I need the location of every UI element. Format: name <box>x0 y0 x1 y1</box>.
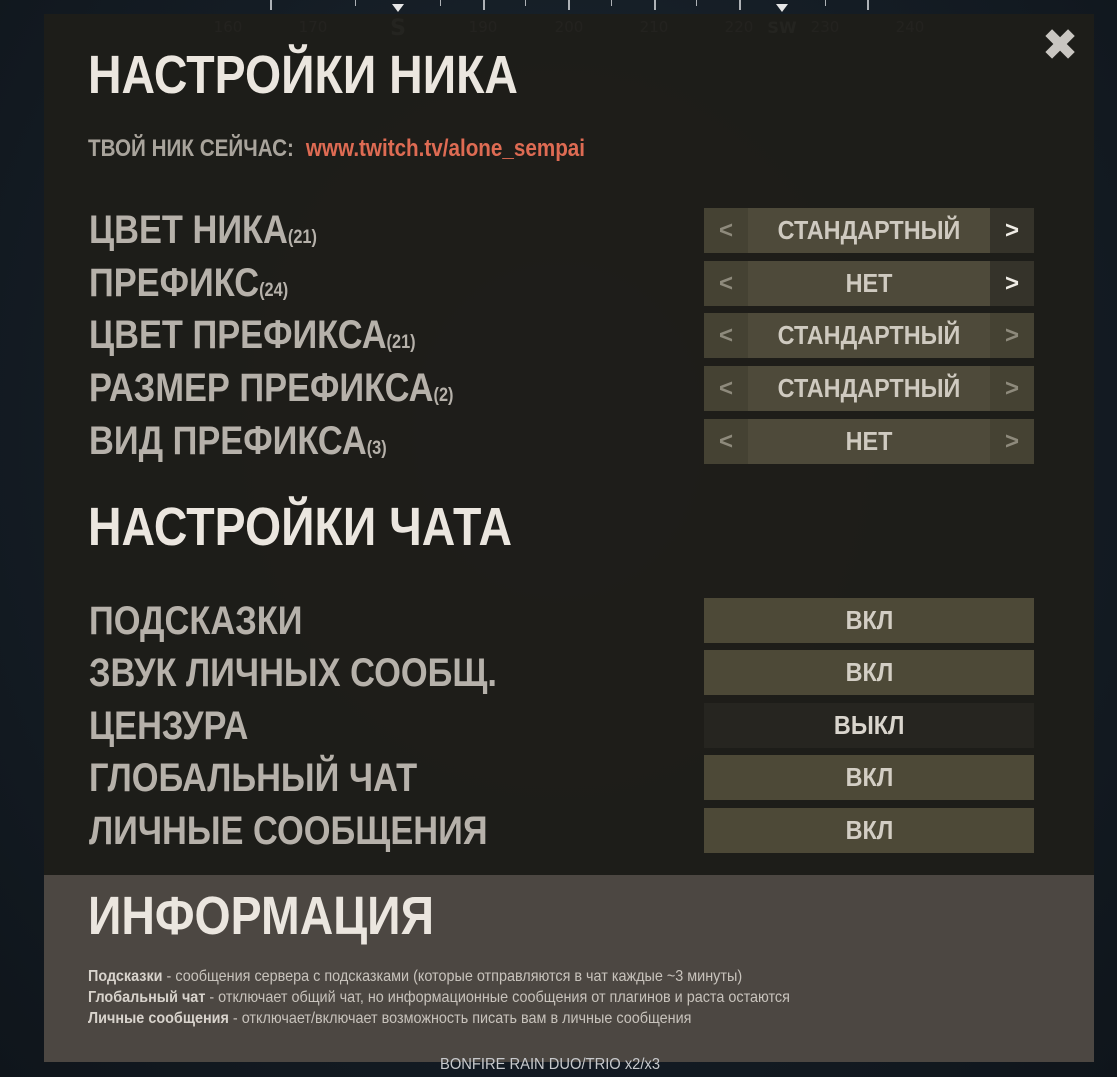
censorship-toggle[interactable]: ВЫКЛ <box>704 703 1034 748</box>
next-arrow-button[interactable]: > <box>990 261 1034 306</box>
current-nick <box>88 136 585 162</box>
info-line: Личные сообщения - отключает/включает возможность писать вам в личные сообщения <box>88 1010 692 1027</box>
selector-value: НЕТ <box>845 268 893 298</box>
prefix-size-label: РАЗМЕР ПРЕФИКСА(2) <box>89 366 454 410</box>
close-icon[interactable]: ✖ <box>1041 20 1079 71</box>
prev-arrow-button[interactable]: < <box>704 366 748 411</box>
private-messages-toggle[interactable]: ВКЛ <box>704 808 1034 853</box>
nick-color-selector <box>704 208 1034 253</box>
option-count: (21) <box>287 227 317 248</box>
info-line: Подсказки - сообщения сервера с подсказками (которые отправляются в чат каждые ~3 минуты) <box>88 968 743 985</box>
prefix-style-selector <box>704 419 1034 464</box>
compass-tick <box>525 0 526 6</box>
compass-tick <box>568 0 570 10</box>
global-chat-toggle[interactable]: ВКЛ <box>704 755 1034 800</box>
option-count: (3) <box>366 438 387 459</box>
compass-tick <box>355 0 356 6</box>
compass-tick <box>270 0 272 10</box>
prefix-style-label: ВИД ПРЕФИКСА(3) <box>89 419 387 463</box>
info-text <box>88 966 790 1029</box>
option-count: (21) <box>386 332 416 353</box>
compass-marker-icon <box>776 4 788 12</box>
option-count: (2) <box>433 385 454 406</box>
server-name: BONFIRE RAIN DUO/TRIO x2/x3 <box>440 1056 661 1073</box>
compass-marker-icon <box>392 4 404 12</box>
pm-sound-toggle[interactable]: ВКЛ <box>704 650 1034 695</box>
hints-label: ПОДСКАЗКИ <box>89 599 303 643</box>
compass-tick <box>867 0 869 10</box>
selector-value: НЕТ <box>845 426 893 456</box>
censorship-label: ЦЕНЗУРА <box>89 704 249 748</box>
prefix-size-selector <box>704 366 1034 411</box>
info-line: Глобальный чат - отключает общий чат, но информационные сообщения от плагинов и раста остаются <box>88 989 790 1006</box>
info-title: ИНФОРМАЦИЯ <box>88 886 434 946</box>
prev-arrow-button[interactable]: < <box>704 208 748 253</box>
next-arrow-button[interactable]: > <box>990 208 1034 253</box>
prev-arrow-button[interactable]: < <box>704 261 748 306</box>
compass-tick <box>825 0 826 6</box>
compass-tick <box>696 0 697 6</box>
compass-tick <box>611 0 612 6</box>
prev-arrow-button[interactable]: < <box>704 313 748 358</box>
current-nick-label: ТВОЙ НИК СЕЙЧАС: <box>88 135 294 162</box>
selector-value: СТАНДАРТНЫЙ <box>777 373 961 403</box>
compass-tick <box>739 0 741 10</box>
hints-toggle[interactable]: ВКЛ <box>704 598 1034 643</box>
chat-settings-title: НАСТРОЙКИ ЧАТА <box>88 497 512 557</box>
nick-settings-title: НАСТРОЙКИ НИКА <box>88 45 518 105</box>
private-messages-label: ЛИЧНЫЕ СООБЩЕНИЯ <box>89 809 488 853</box>
next-arrow-button[interactable]: > <box>990 419 1034 464</box>
selector-value: СТАНДАРТНЫЙ <box>777 320 961 350</box>
option-count: (24) <box>259 280 289 301</box>
prefix-color-label: ЦВЕТ ПРЕФИКСА(21) <box>89 313 416 357</box>
current-nick-value: www.twitch.tv/alone_sempai <box>305 135 586 162</box>
pm-sound-label: ЗВУК ЛИЧНЫХ СООБЩ. <box>89 651 497 695</box>
next-arrow-button[interactable]: > <box>990 313 1034 358</box>
prefix-label: ПРЕФИКС(24) <box>89 261 289 305</box>
prefix-selector <box>704 261 1034 306</box>
compass-tick <box>654 0 656 10</box>
compass-tick <box>483 0 485 10</box>
nick-color-label: ЦВЕТ НИКА(21) <box>89 208 317 252</box>
next-arrow-button[interactable]: > <box>990 366 1034 411</box>
info-panel <box>44 875 1094 1062</box>
selector-value: СТАНДАРТНЫЙ <box>777 215 961 245</box>
prefix-color-selector <box>704 313 1034 358</box>
prev-arrow-button[interactable]: < <box>704 419 748 464</box>
global-chat-label: ГЛОБАЛЬНЫЙ ЧАТ <box>89 756 418 800</box>
compass-tick <box>440 0 441 6</box>
